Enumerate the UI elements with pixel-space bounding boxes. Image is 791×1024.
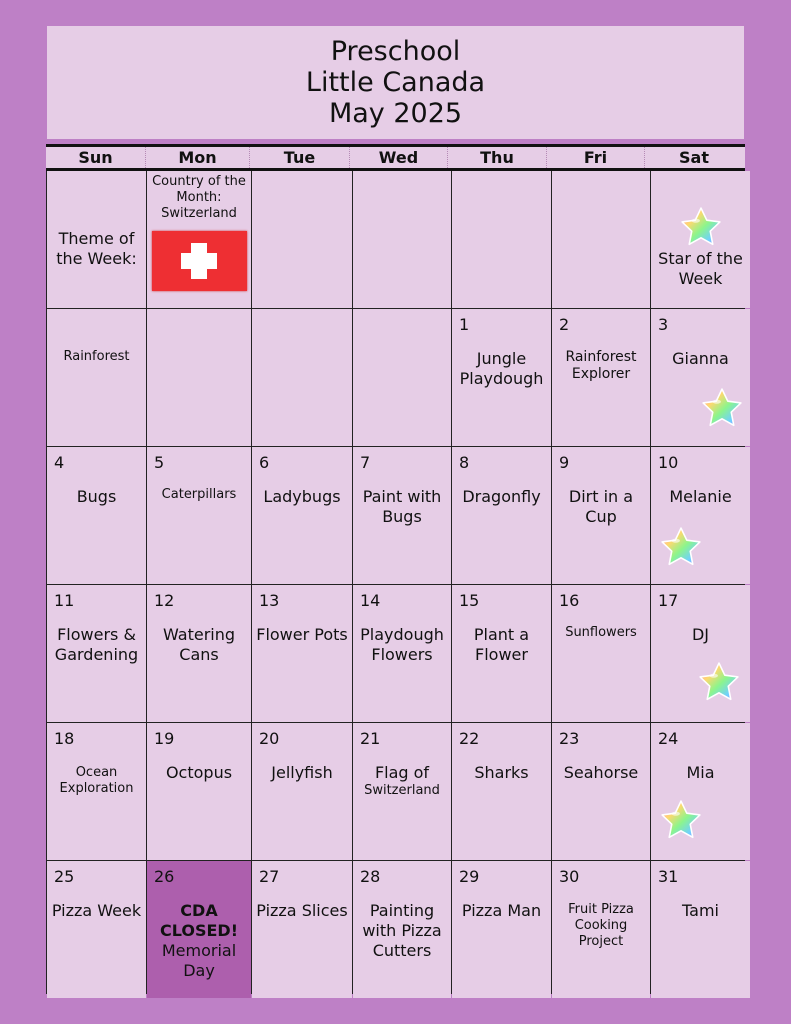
day-number: 2	[559, 315, 570, 334]
country-label: Country of the Month: Switzerland	[152, 174, 246, 221]
day-cell	[353, 861, 451, 998]
day-number: 22	[459, 729, 480, 748]
weekday-wed: Wed	[349, 147, 447, 168]
calendar-grid	[46, 171, 745, 994]
weekday-fri: Fri	[546, 147, 644, 168]
empty-cell	[552, 171, 650, 308]
day-cell	[147, 309, 251, 446]
swiss-flag-icon	[152, 231, 247, 291]
day-number: 9	[559, 453, 570, 472]
day-activity: Caterpillars	[161, 487, 237, 502]
day-cell	[47, 861, 146, 998]
weekday-thu: Thu	[447, 147, 546, 168]
weekday-sat: Sat	[644, 147, 743, 168]
day-cell	[252, 309, 352, 446]
empty-cell	[452, 171, 551, 308]
day-activity: Jungle Playdough	[459, 349, 544, 388]
weekday-header-row	[46, 144, 745, 171]
day-cell	[147, 723, 251, 860]
day-number: 12	[154, 591, 175, 610]
day-number: 24	[658, 729, 679, 748]
day-cell	[47, 447, 146, 584]
day-number: 1	[459, 315, 470, 334]
day-activity: Rainforest Explorer	[565, 349, 637, 382]
day-cell	[47, 585, 146, 722]
weekday-mon: Mon	[145, 147, 249, 168]
day-activity: Ladybugs	[263, 487, 341, 506]
day-activity: Fruit Pizza Cooking Project	[568, 902, 634, 949]
rainbow-star-icon	[680, 206, 722, 248]
day-cell	[353, 447, 451, 584]
weekday-sun: Sun	[78, 148, 113, 167]
day-number: 18	[54, 729, 75, 748]
theme-label: Theme of the Week:	[56, 229, 137, 268]
day-cell	[353, 585, 451, 722]
day-activity: Plant a Flower	[473, 625, 530, 664]
day-activity: Seahorse	[563, 763, 639, 782]
day-cell	[353, 723, 451, 860]
empty-cell	[252, 171, 352, 308]
day-cell	[651, 309, 750, 446]
day-number: 21	[360, 729, 381, 748]
day-cell	[452, 723, 551, 860]
day-cell	[552, 861, 650, 998]
calendar-header	[47, 26, 744, 139]
day-number: 20	[259, 729, 280, 748]
day-activity: Sharks	[474, 763, 529, 782]
day-cell	[452, 861, 551, 998]
day-number: 26	[154, 867, 175, 886]
country-of-month-cell	[147, 171, 251, 308]
day-activity: Octopus	[165, 763, 233, 782]
day-activity: Painting with Pizza Cutters	[362, 901, 442, 960]
day-activity: Flower Pots	[256, 625, 348, 644]
day-number: 23	[559, 729, 580, 748]
day-cell	[452, 309, 551, 446]
star-label: Star of the Week	[658, 249, 743, 288]
day-cell	[252, 861, 352, 998]
day-cell	[651, 723, 750, 860]
day-activity: Gianna	[672, 349, 729, 368]
day-activity-line2: Switzerland	[364, 783, 440, 798]
day-number: 31	[658, 867, 679, 886]
day-number: 16	[559, 591, 580, 610]
day-cell	[651, 585, 750, 722]
weekday-tue: Tue	[249, 147, 349, 168]
empty-cell	[353, 171, 451, 308]
day-activity: Ocean Exploration	[59, 765, 134, 796]
day-activity: DJ	[691, 625, 710, 644]
day-number: 14	[360, 591, 381, 610]
day-cell	[252, 585, 352, 722]
holiday-name: Memorial Day	[161, 941, 237, 980]
day-activity: Pizza Man	[461, 901, 542, 920]
day-cell	[651, 447, 750, 584]
day-cell	[147, 447, 251, 584]
day-cell	[252, 723, 352, 860]
day-cell	[552, 309, 650, 446]
day-activity: Jellyfish	[271, 763, 333, 782]
day-number: 27	[259, 867, 280, 886]
day-cell	[552, 447, 650, 584]
day-cell	[651, 861, 750, 998]
day-number: 4	[54, 453, 65, 472]
day-number: 29	[459, 867, 480, 886]
day-number: 28	[360, 867, 381, 886]
day-activity: Playdough Flowers	[360, 625, 444, 664]
day-cell	[147, 585, 251, 722]
day-cell	[452, 585, 551, 722]
rainbow-star-icon	[701, 387, 743, 429]
day-activity: Sunflowers	[565, 625, 637, 640]
day-activity: Flowers & Gardening	[54, 625, 139, 664]
day-number: 30	[559, 867, 580, 886]
day-cell	[47, 723, 146, 860]
day-cell	[252, 447, 352, 584]
day-number: 10	[658, 453, 679, 472]
day-activity: Dragonfly	[462, 487, 541, 506]
holiday-cell	[147, 861, 251, 998]
star-of-week-cell	[651, 171, 750, 308]
day-activity: Dirt in a Cup	[568, 487, 634, 526]
day-activity: Watering Cans	[162, 625, 236, 664]
day-activity: Pizza Slices	[256, 901, 348, 920]
day-number: 7	[360, 453, 371, 472]
day-activity: Paint with Bugs	[362, 487, 442, 526]
day-activity: Melanie	[669, 487, 732, 506]
day-cell	[353, 309, 451, 446]
day-activity: Mia	[686, 763, 715, 782]
day-activity: Pizza Week	[51, 901, 142, 920]
day-number: 5	[154, 453, 165, 472]
day-number: 17	[658, 591, 679, 610]
day-cell	[552, 585, 650, 722]
week-theme: Rainforest	[63, 349, 130, 364]
day-number: 19	[154, 729, 175, 748]
day-number: 11	[54, 591, 75, 610]
day-cell	[552, 723, 650, 860]
header-title: Preschool	[330, 36, 461, 67]
rainbow-star-icon	[698, 661, 740, 703]
week-theme-cell	[47, 309, 146, 446]
closure-notice: CDA CLOSED!	[160, 901, 238, 940]
header-location: Little Canada	[305, 67, 486, 98]
day-number: 13	[259, 591, 280, 610]
day-number: 25	[54, 867, 75, 886]
day-number: 8	[459, 453, 470, 472]
day-cell	[452, 447, 551, 584]
day-number: 3	[658, 315, 669, 334]
day-activity: Bugs	[76, 487, 117, 506]
rainbow-star-icon	[660, 526, 702, 568]
rainbow-star-icon	[660, 799, 702, 841]
day-number: 6	[259, 453, 270, 472]
day-number: 15	[459, 591, 480, 610]
day-activity: Tami	[682, 901, 719, 920]
day-activity: Flag of	[374, 763, 430, 782]
header-month: May 2025	[328, 98, 463, 129]
theme-label-cell	[47, 171, 146, 308]
